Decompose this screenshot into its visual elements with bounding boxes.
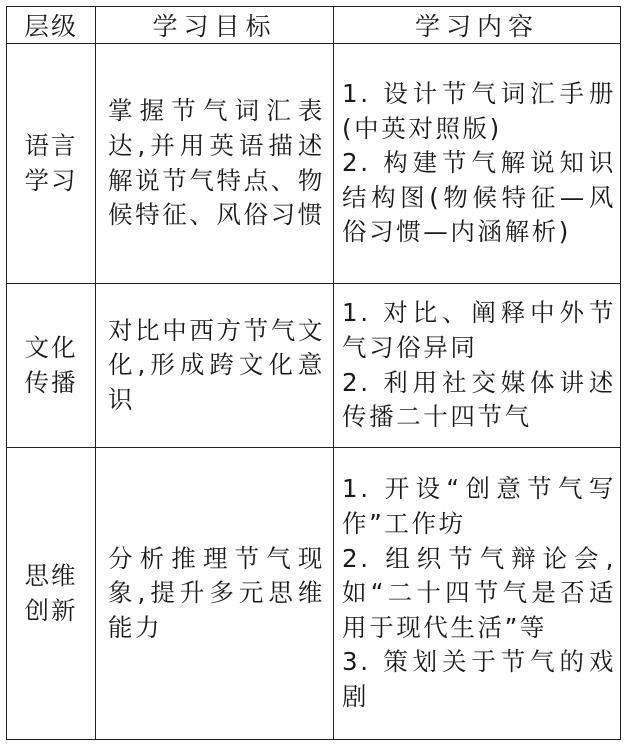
content-cell [334, 284, 621, 448]
content-item: 2. 组织节气辩论会,如“二十四节气是否适用于现代生活”等 [342, 543, 616, 642]
content-cell [334, 44, 621, 284]
document-page [6, 6, 621, 740]
level-label: 创新 [24, 595, 78, 625]
header-row [7, 7, 621, 44]
content-cell [334, 448, 621, 740]
goal-cell: 掌握节气词汇表达,并用英语描述解说节气特点、物候特征、风俗习惯 [96, 44, 334, 284]
content-item: 1. 设计节气词汇手册(中英对照版) [342, 79, 616, 143]
level-label: 思维 [24, 560, 78, 590]
content-item: 1. 对比、阐释中外节气习俗异同 [342, 298, 616, 362]
level-cell [7, 448, 96, 740]
level-label: 学习 [24, 165, 78, 195]
goal-cell: 对比中西方节气文化,形成跨文化意识 [96, 284, 334, 448]
level-label: 文化 [24, 332, 78, 362]
level-label: 语言 [24, 130, 78, 160]
content-item: 2. 构建节气解说知识结构图(物候特征—风俗习惯—内涵解析) [342, 148, 616, 247]
level-cell [7, 44, 96, 284]
level-label: 传播 [24, 367, 78, 397]
content-item: 1. 开设“创意节气写作”工作坊 [342, 474, 616, 539]
content-item: 3. 策划关于节气的戏剧 [342, 647, 616, 711]
goal-cell: 分析推理节气现象,提升多元思维能力 [96, 448, 334, 740]
table-row [7, 284, 621, 448]
learning-objectives-table [6, 6, 621, 740]
table-row [7, 448, 621, 740]
header-level: 层级 [7, 7, 96, 44]
header-content: 学习内容 [334, 7, 621, 44]
level-cell [7, 284, 96, 448]
content-item: 2. 利用社交媒体讲述传播二十四节气 [342, 367, 616, 432]
table-row [7, 44, 621, 284]
header-goal: 学习目标 [96, 7, 334, 44]
